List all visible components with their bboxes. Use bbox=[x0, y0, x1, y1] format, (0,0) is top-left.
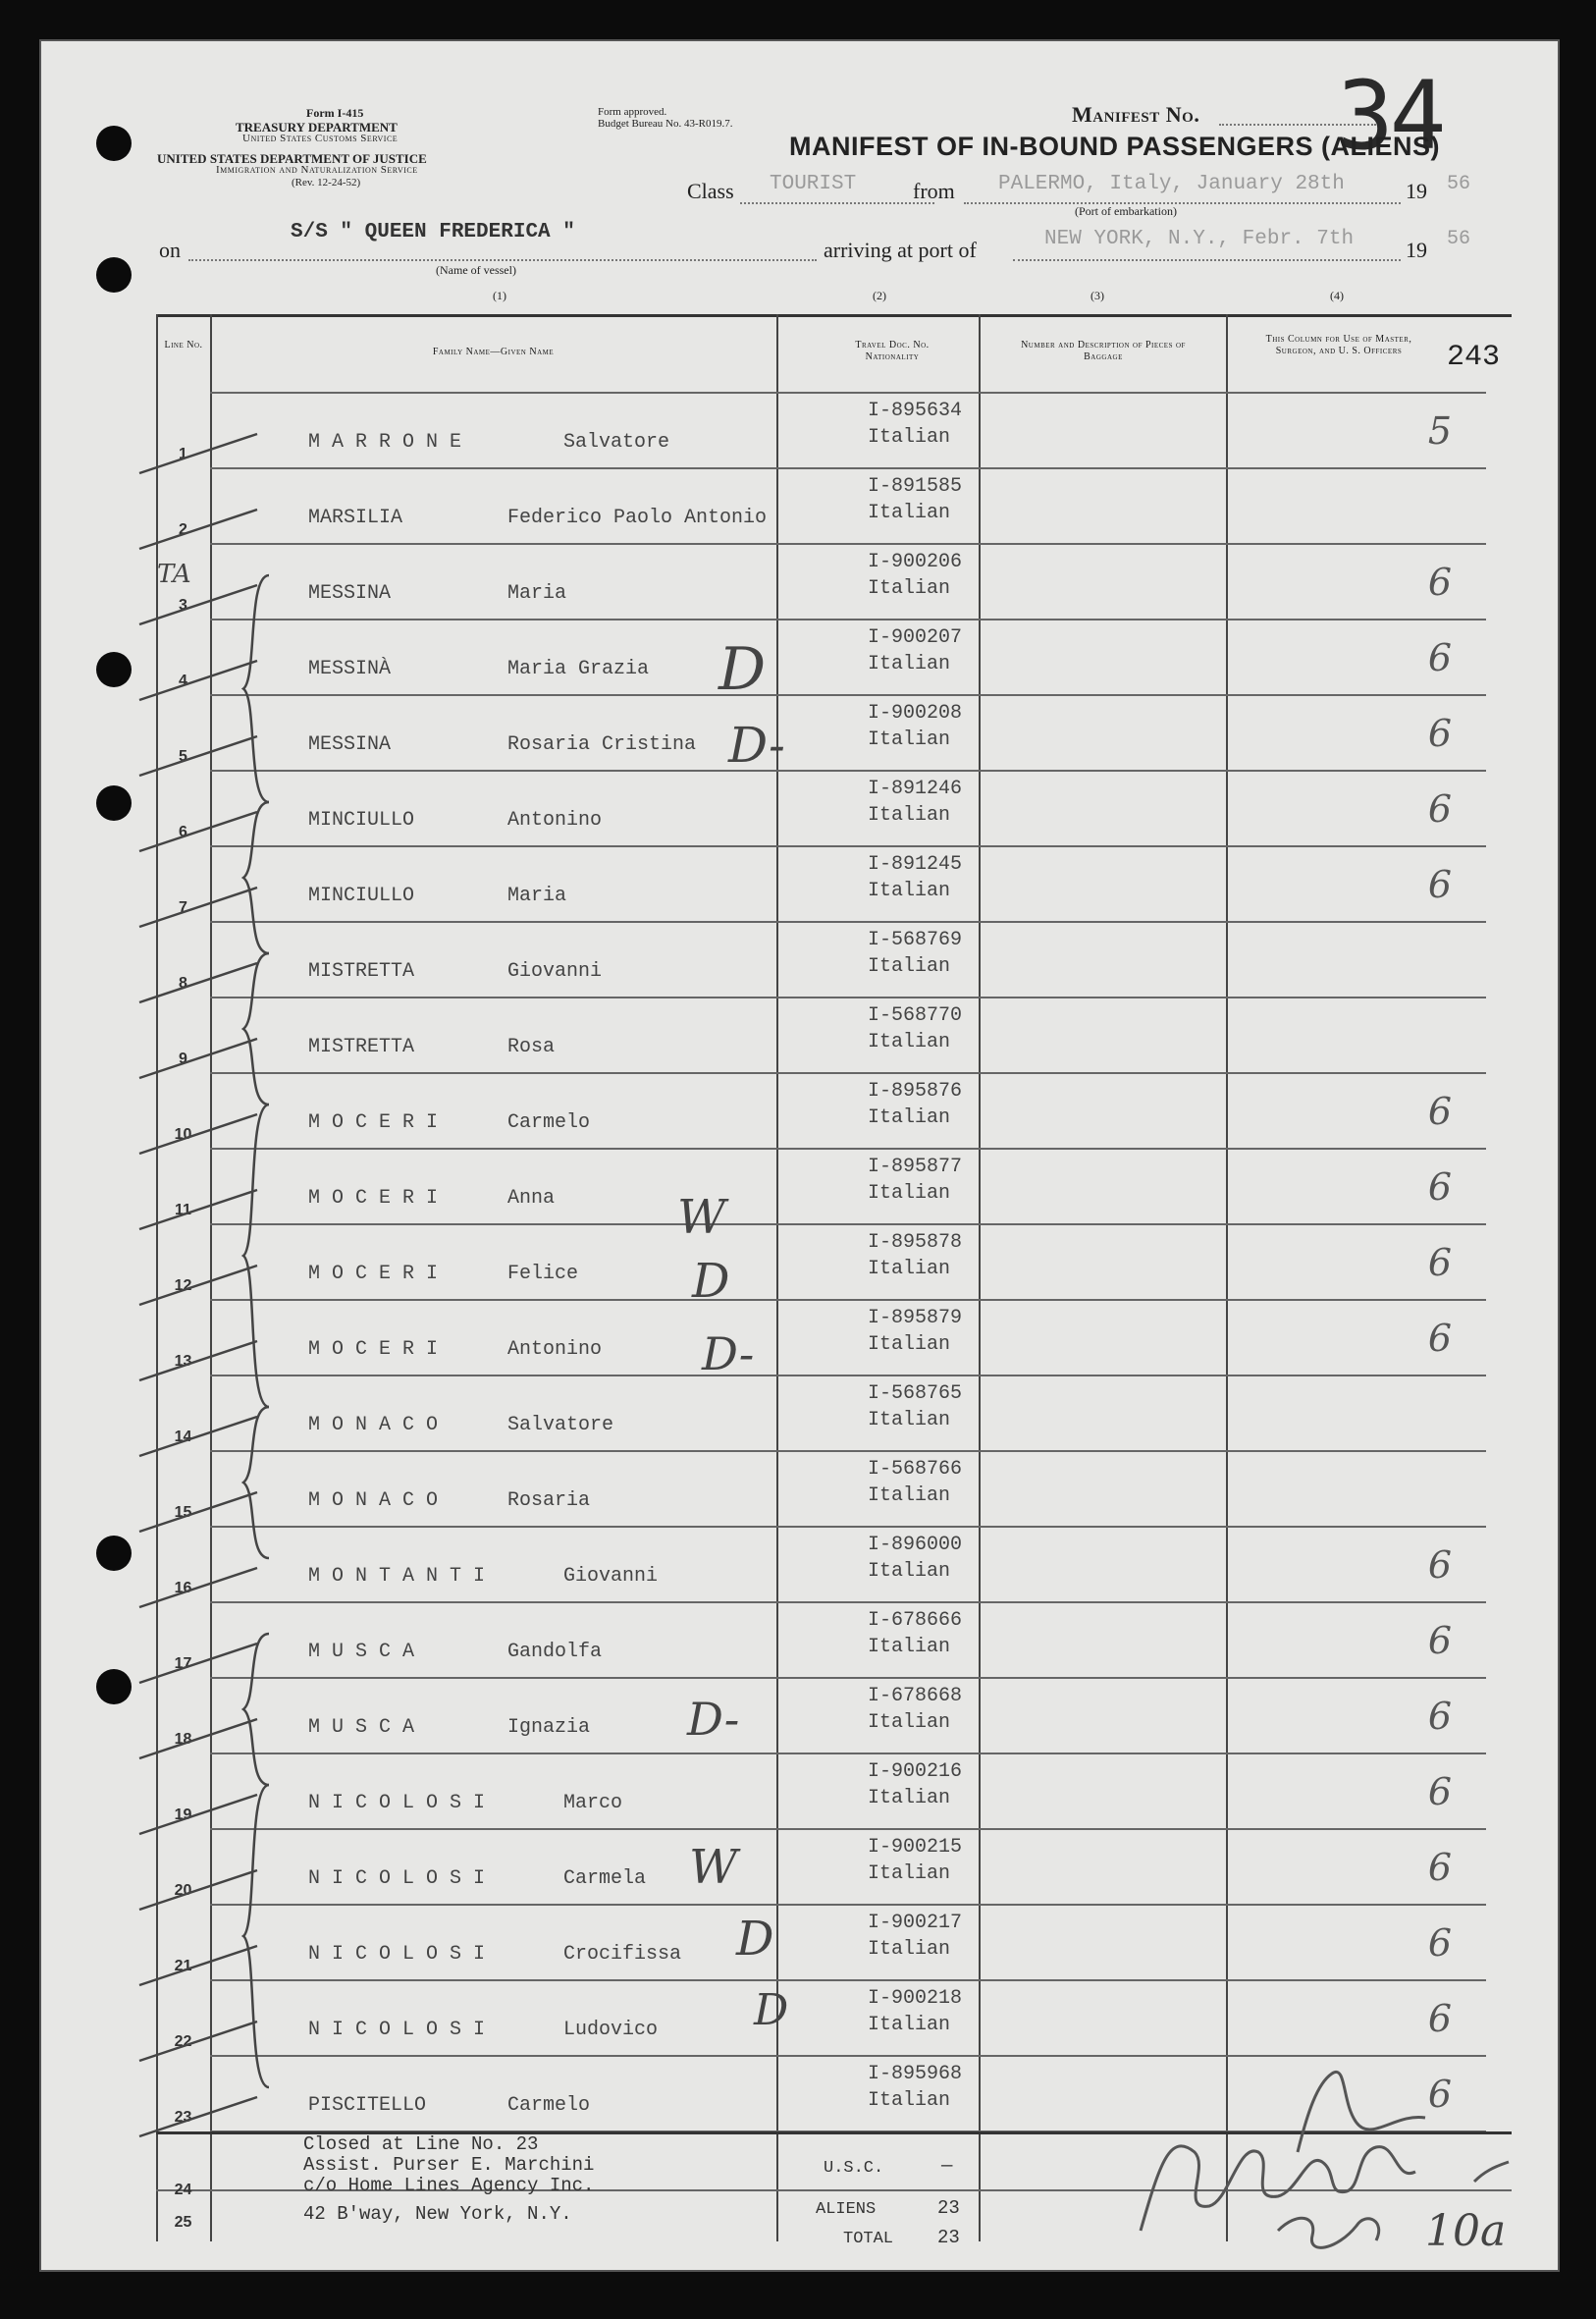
col-head-name: Family Name—Given Name bbox=[432, 347, 555, 357]
line-number: 17 bbox=[174, 1655, 192, 1672]
family-name: M A R R O N E bbox=[308, 431, 462, 454]
given-name: Antonino bbox=[507, 809, 603, 832]
table-top-border bbox=[156, 314, 1512, 317]
officer-mark: 6 bbox=[1427, 561, 1453, 604]
given-name: Crocifissa bbox=[563, 1943, 682, 1966]
travel-doc-number: I-900216 bbox=[868, 1760, 963, 1783]
family-name: N I C O L O S I bbox=[308, 1867, 486, 1890]
given-name: Marco bbox=[563, 1792, 623, 1814]
year-prefix-2: 19 bbox=[1406, 238, 1427, 262]
line-number: 2 bbox=[179, 521, 187, 538]
total-value: 23 bbox=[937, 2227, 960, 2248]
manifest-title: MANIFEST OF IN-BOUND PASSENGERS (ALIENS) bbox=[789, 132, 1441, 161]
family-name: M O N A C O bbox=[308, 1489, 439, 1512]
family-name: M U S C A bbox=[308, 1641, 415, 1663]
line-number: 5 bbox=[179, 748, 187, 765]
margin-ticks bbox=[100, 365, 277, 2250]
officer-mark: 6 bbox=[1427, 1997, 1453, 2040]
family-name: M O N T A N T I bbox=[308, 1565, 486, 1588]
treasury-dept: TREASURY DEPARTMENT bbox=[236, 120, 398, 135]
family-name: M U S C A bbox=[308, 1716, 415, 1739]
row-divider bbox=[210, 1904, 1486, 1906]
line-number: 6 bbox=[179, 824, 187, 840]
justice-dept: UNITED STATES DEPARTMENT OF JUSTICE bbox=[157, 151, 427, 166]
header-bottom-border bbox=[210, 392, 1486, 394]
family-name: MINCIULLO bbox=[308, 809, 415, 832]
year-suffix-2: 56 bbox=[1447, 228, 1471, 250]
family-name: N I C O L O S I bbox=[308, 1792, 486, 1814]
address-note: 42 B'way, New York, N.Y. bbox=[303, 2203, 572, 2225]
customs-service: United States Customs Service bbox=[242, 133, 399, 144]
col-head-doc: Travel Doc. No. Nationality bbox=[855, 340, 930, 362]
row-divider bbox=[210, 1979, 1486, 1981]
row-divider bbox=[210, 1148, 1486, 1150]
given-name: Felice bbox=[507, 1263, 579, 1285]
margin-note-ta: TA bbox=[157, 560, 191, 589]
row-divider bbox=[210, 619, 1486, 620]
year-prefix-1: 19 bbox=[1406, 179, 1427, 203]
hand-note-row20: W bbox=[689, 1840, 738, 1895]
arriving-label: arriving at port of bbox=[824, 238, 977, 262]
travel-doc-number: I-891245 bbox=[868, 853, 963, 876]
line-number: 7 bbox=[179, 899, 187, 916]
given-name: Ludovico bbox=[563, 2019, 659, 2041]
travel-doc-number: I-891246 bbox=[868, 778, 963, 800]
travel-doc-number: I-900218 bbox=[868, 1987, 963, 2010]
officer-mark: 6 bbox=[1427, 863, 1453, 906]
nationality: Italian bbox=[868, 653, 951, 675]
family-name: MESSINA bbox=[308, 733, 392, 756]
col-num-4: (4) bbox=[1330, 289, 1344, 302]
given-name: Rosa bbox=[507, 1036, 556, 1058]
line-number: 9 bbox=[179, 1051, 187, 1067]
travel-doc-number: I-568770 bbox=[868, 1004, 963, 1027]
travel-doc-number: I-568769 bbox=[868, 929, 963, 951]
form-approved: Form approved. bbox=[598, 106, 667, 118]
nationality: Italian bbox=[868, 1333, 951, 1356]
travel-doc-number: I-896000 bbox=[868, 1534, 963, 1556]
manifest-number: 34 bbox=[1337, 61, 1443, 171]
binder-hole bbox=[96, 1669, 132, 1704]
row-divider bbox=[210, 1526, 1486, 1528]
closed-note: Closed at Line No. 23 bbox=[303, 2133, 539, 2155]
given-name: Maria Grazia bbox=[507, 658, 650, 680]
nationality: Italian bbox=[868, 1409, 951, 1431]
total-label: TOTAL bbox=[843, 2230, 894, 2248]
given-name: Rosaria bbox=[507, 1489, 591, 1512]
given-name: Rosaria Cristina bbox=[507, 733, 697, 756]
travel-doc-number: I-895878 bbox=[868, 1231, 963, 1254]
purser-note: Assist. Purser E. Marchini bbox=[303, 2154, 595, 2176]
line-number: 19 bbox=[174, 1807, 192, 1823]
hand-note-row11: W bbox=[677, 1190, 726, 1245]
travel-doc-number: I-900206 bbox=[868, 551, 963, 573]
row-divider bbox=[210, 467, 1486, 469]
family-name: MESSINÀ bbox=[308, 658, 392, 680]
family-name: M O C E R I bbox=[308, 1111, 439, 1134]
budget-bureau: Budget Bureau No. 43-R019.7. bbox=[598, 118, 733, 130]
col-head-line: Line No. bbox=[164, 340, 203, 351]
officer-mark: 5 bbox=[1427, 409, 1453, 453]
officer-mark: 6 bbox=[1427, 1241, 1453, 1284]
nationality: Italian bbox=[868, 1182, 951, 1205]
row-divider bbox=[210, 770, 1486, 772]
nationality: Italian bbox=[868, 1106, 951, 1129]
officer-mark: 6 bbox=[1427, 1770, 1453, 1813]
given-name: Salvatore bbox=[507, 1414, 614, 1436]
family-name: N I C O L O S I bbox=[308, 2019, 486, 2041]
given-name: Maria bbox=[507, 885, 567, 907]
nationality: Italian bbox=[868, 502, 951, 524]
aliens-label: ALIENS bbox=[816, 2200, 877, 2219]
officer-mark: 6 bbox=[1427, 787, 1453, 831]
family-name: M O C E R I bbox=[308, 1187, 439, 1210]
immigration-service: Immigration and Naturalization Service bbox=[216, 164, 418, 176]
row-divider bbox=[210, 845, 1486, 847]
travel-doc-number: I-678668 bbox=[868, 1685, 963, 1707]
travel-doc-number: I-895877 bbox=[868, 1156, 963, 1178]
travel-doc-number: I-568765 bbox=[868, 1382, 963, 1405]
nationality: Italian bbox=[868, 1258, 951, 1280]
line-number: 18 bbox=[174, 1731, 192, 1748]
line-number: 14 bbox=[174, 1429, 192, 1445]
binder-hole bbox=[96, 257, 132, 293]
col-num-2: (2) bbox=[873, 289, 886, 302]
family-name: MINCIULLO bbox=[308, 885, 415, 907]
given-name: Anna bbox=[507, 1187, 556, 1210]
nationality: Italian bbox=[868, 577, 951, 600]
row-divider bbox=[210, 1072, 1486, 1074]
hand-note-row5: D- bbox=[728, 717, 785, 774]
travel-doc-number: I-895634 bbox=[868, 400, 963, 422]
from-line bbox=[964, 202, 1401, 204]
row-divider bbox=[210, 997, 1486, 998]
class-line bbox=[740, 202, 934, 204]
given-name: Federico Paolo Antonio bbox=[507, 507, 768, 529]
hand-note-row12: D bbox=[692, 1254, 730, 1309]
hand-note-row13: D- bbox=[702, 1327, 755, 1380]
agency-note: c/o Home Lines Agency Inc. bbox=[303, 2175, 595, 2196]
line-number: 10 bbox=[174, 1126, 192, 1143]
hand-note-row18: D- bbox=[687, 1693, 740, 1746]
given-name: Antonino bbox=[507, 1338, 603, 1361]
family-name: MISTRETTA bbox=[308, 1036, 415, 1058]
officer-mark: 6 bbox=[1427, 1921, 1453, 1965]
given-name: Maria bbox=[507, 582, 567, 605]
usc-value: — bbox=[941, 2155, 953, 2177]
col-divider-name bbox=[776, 314, 778, 2241]
travel-doc-number: I-900215 bbox=[868, 1836, 963, 1859]
given-name: Gandolfa bbox=[507, 1641, 603, 1663]
nationality: Italian bbox=[868, 1636, 951, 1658]
line-number: 8 bbox=[179, 975, 187, 992]
given-name: Giovanni bbox=[507, 960, 603, 983]
binder-hole bbox=[96, 1536, 132, 1571]
page-stamp: 243 bbox=[1447, 341, 1501, 374]
col-divider-baggage bbox=[1226, 314, 1228, 2241]
travel-doc-number: I-568766 bbox=[868, 1458, 963, 1481]
line-number: 12 bbox=[174, 1277, 192, 1294]
line-number: 1 bbox=[179, 446, 187, 462]
nationality: Italian bbox=[868, 2089, 951, 2112]
col-num-3: (3) bbox=[1091, 289, 1104, 302]
nationality: Italian bbox=[868, 1560, 951, 1583]
line-number: 11 bbox=[175, 1202, 191, 1218]
col-head-baggage: Number and Description of Pieces of Baggage bbox=[1021, 340, 1186, 362]
vessel-name: S/S " QUEEN FREDERICA " bbox=[291, 221, 575, 243]
row-divider bbox=[210, 1601, 1486, 1603]
row-divider bbox=[210, 1299, 1486, 1301]
corner-note: 10a bbox=[1425, 2206, 1507, 2256]
col-head-officers: This Column for Use of Master, Surgeon, and U. S. Officers bbox=[1265, 334, 1412, 356]
officer-mark: 6 bbox=[1427, 1317, 1453, 1360]
nationality: Italian bbox=[868, 955, 951, 978]
year-suffix-1: 56 bbox=[1447, 173, 1471, 195]
travel-doc-number: I-895968 bbox=[868, 2063, 963, 2085]
nationality: Italian bbox=[868, 728, 951, 751]
officer-mark: 6 bbox=[1427, 1846, 1453, 1889]
manifest-sheet bbox=[39, 39, 1560, 2272]
nationality: Italian bbox=[868, 804, 951, 827]
row-divider bbox=[210, 543, 1486, 545]
officer-mark: 6 bbox=[1427, 636, 1453, 679]
col-num-1: (1) bbox=[493, 289, 506, 302]
family-name: M O C E R I bbox=[308, 1263, 439, 1285]
given-name: Ignazia bbox=[507, 1716, 591, 1739]
class-value: TOURIST bbox=[770, 173, 857, 195]
family-name: MARSILIA bbox=[308, 507, 403, 529]
row-divider bbox=[210, 1828, 1486, 1830]
nationality: Italian bbox=[868, 1862, 951, 1885]
family-name: N I C O L O S I bbox=[308, 1943, 486, 1966]
embarkation-note: (Port of embarkation) bbox=[1075, 204, 1177, 218]
row-divider bbox=[210, 921, 1486, 923]
line-number: 23 bbox=[174, 2109, 192, 2126]
form-number: Form I-415 bbox=[306, 106, 364, 120]
row-divider bbox=[210, 1375, 1486, 1376]
nationality: Italian bbox=[868, 1787, 951, 1809]
from-label: from bbox=[913, 179, 955, 203]
given-name: Carmelo bbox=[507, 2094, 591, 2117]
officer-mark: 6 bbox=[1427, 1619, 1453, 1662]
travel-doc-number: I-895879 bbox=[868, 1307, 963, 1329]
row-divider bbox=[210, 694, 1486, 696]
arrival-line bbox=[1013, 259, 1401, 261]
travel-doc-number: I-900207 bbox=[868, 626, 963, 649]
row-divider bbox=[210, 1450, 1486, 1452]
given-name: Giovanni bbox=[563, 1565, 659, 1588]
arrival-value: NEW YORK, N.Y., Febr. 7th bbox=[1044, 228, 1355, 250]
manifest-no-label: Manifest No. bbox=[1072, 102, 1200, 127]
line-number: 20 bbox=[174, 1882, 192, 1899]
vessel-line bbox=[188, 259, 817, 261]
binder-hole bbox=[96, 785, 132, 821]
on-label: on bbox=[159, 238, 181, 262]
officer-mark: 6 bbox=[1427, 1090, 1453, 1133]
line-number: 15 bbox=[174, 1504, 192, 1521]
given-name: Carmelo bbox=[507, 1111, 591, 1134]
revision: (Rev. 12-24-52) bbox=[292, 177, 361, 189]
officer-mark: 6 bbox=[1427, 1695, 1453, 1738]
family-name: MESSINA bbox=[308, 582, 392, 605]
signature-scribble bbox=[1101, 2034, 1553, 2270]
nationality: Italian bbox=[868, 426, 951, 449]
line-number: 21 bbox=[174, 1958, 192, 1974]
hand-note-row22: D bbox=[754, 1985, 789, 2035]
class-label: Class bbox=[687, 179, 734, 203]
line-number: 13 bbox=[174, 1353, 192, 1370]
nationality: Italian bbox=[868, 1484, 951, 1507]
travel-doc-number: I-900208 bbox=[868, 702, 963, 725]
hand-note-row21: D bbox=[736, 1912, 774, 1967]
family-name: PISCITELLO bbox=[308, 2094, 427, 2117]
usc-label: U.S.C. bbox=[824, 2159, 884, 2178]
family-name: M O C E R I bbox=[308, 1338, 439, 1361]
family-name: MISTRETTA bbox=[308, 960, 415, 983]
line-number-25: 25 bbox=[174, 2214, 192, 2231]
nationality: Italian bbox=[868, 1031, 951, 1053]
line-number: 16 bbox=[174, 1580, 192, 1596]
travel-doc-number: I-900217 bbox=[868, 1912, 963, 1934]
hand-note-row4: D bbox=[718, 635, 767, 704]
binder-hole bbox=[96, 126, 132, 161]
binder-hole bbox=[96, 652, 132, 687]
line-number: 4 bbox=[179, 673, 187, 689]
officer-mark: 6 bbox=[1427, 1543, 1453, 1587]
vessel-note: (Name of vessel) bbox=[436, 263, 516, 277]
nationality: Italian bbox=[868, 1711, 951, 1734]
travel-doc-number: I-895876 bbox=[868, 1080, 963, 1103]
officer-mark: 6 bbox=[1427, 712, 1453, 755]
travel-doc-number: I-891585 bbox=[868, 475, 963, 498]
given-name: Carmela bbox=[563, 1867, 647, 1890]
aliens-value: 23 bbox=[937, 2197, 960, 2219]
line-number: 3 bbox=[179, 597, 187, 614]
travel-doc-number: I-678666 bbox=[868, 1609, 963, 1632]
nationality: Italian bbox=[868, 880, 951, 902]
passenger-table bbox=[156, 314, 1512, 2248]
family-name: M O N A C O bbox=[308, 1414, 439, 1436]
given-name: Salvatore bbox=[563, 431, 670, 454]
officer-mark: 6 bbox=[1427, 2073, 1453, 2116]
line-number: 22 bbox=[174, 2033, 192, 2050]
nationality: Italian bbox=[868, 2014, 951, 2036]
line-number-24: 24 bbox=[174, 2182, 192, 2198]
nationality: Italian bbox=[868, 1938, 951, 1961]
officer-mark: 6 bbox=[1427, 1165, 1453, 1209]
embarkation-value: PALERMO, Italy, January 28th bbox=[998, 173, 1345, 195]
row-divider bbox=[210, 1677, 1486, 1679]
row-divider bbox=[210, 1223, 1486, 1225]
row-divider bbox=[210, 1753, 1486, 1754]
